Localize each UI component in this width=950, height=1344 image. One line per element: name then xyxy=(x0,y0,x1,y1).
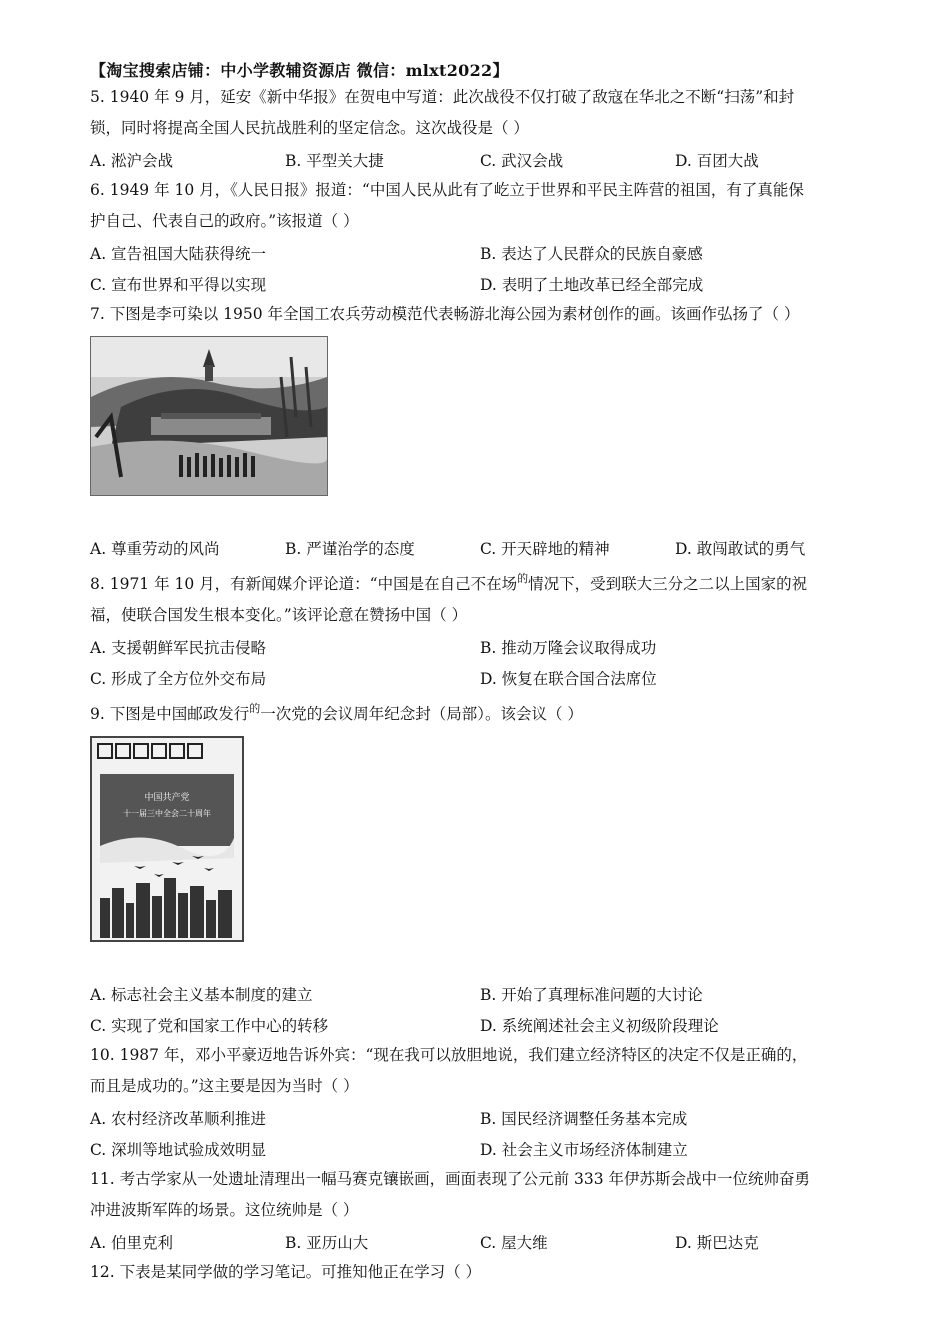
q6-option-d[interactable]: D. 表明了土地改革已经全部完成 xyxy=(480,275,704,294)
question-11 xyxy=(90,1164,870,1257)
envelope-title-line1: 中国共产党 xyxy=(144,793,190,803)
question-8 xyxy=(90,563,870,693)
q10-stem-line1: 10. 1987 年，邓小平豪迈地告诉外宾：“现在我可以放胆地说，我们建立经济特区的决定不仅是正确的， xyxy=(90,1046,808,1064)
envelope-illustration xyxy=(92,738,242,940)
q8-option-c[interactable]: C. 形成了全方位外交布局 xyxy=(90,669,267,688)
q6-options-row2 xyxy=(90,268,870,299)
q7-option-c[interactable]: C. 开天辟地的精神 xyxy=(480,539,610,558)
q11-option-b[interactable]: B. 亚历山大 xyxy=(285,1233,369,1252)
q7-stem-line1: 7. 下图是李可染以 1950 年全国工农兵劳动模范代表畅游北海公园为素材创作的画。该画作弘扬了（ ） xyxy=(90,305,800,323)
q9-stem-superscript: 的 xyxy=(249,702,261,715)
q10-options-row1 xyxy=(90,1102,870,1133)
q10-options-row2 xyxy=(90,1133,870,1164)
q5-option-d[interactable]: D. 百团大战 xyxy=(675,151,759,170)
q9-stem-part1: 9. 下图是中国邮政发行 xyxy=(90,705,250,723)
question-12 xyxy=(90,1257,870,1288)
q9-stem-part2: 一次党的会议周年纪念封（局部）。该会议（ ） xyxy=(260,705,583,723)
q9-option-b[interactable]: B. 开始了真理标准问题的大讨论 xyxy=(480,985,703,1004)
q8-option-b[interactable]: B. 推动万隆会议取得成功 xyxy=(480,638,657,657)
q11-stem-line1: 11. 考古学家从一处遗址清理出一幅马赛克镶嵌画，画面表现了公元前 333 年伊苏斯会战中一位统帅奋勇 xyxy=(90,1170,811,1188)
q11-option-c[interactable]: C. 屋大维 xyxy=(480,1233,548,1252)
q9-stem-line1 xyxy=(90,693,870,730)
q10-stem-line2: 而且是成功的。”这主要是因为当时（ ） xyxy=(90,1077,359,1095)
q5-option-c[interactable]: C. 武汉会战 xyxy=(480,151,564,170)
q11-stem-line2: 冲进波斯军阵的场景。这位统帅是（ ） xyxy=(90,1201,359,1219)
question-9 xyxy=(90,693,870,1040)
q5-stem-line2: 锁，同时将提高全国人民抗战胜利的坚定信念。这次战役是（ ） xyxy=(90,119,529,137)
q11-option-d[interactable]: D. 斯巴达克 xyxy=(675,1233,759,1252)
q9-option-d[interactable]: D. 系统阐述社会主义初级阶段理论 xyxy=(480,1016,719,1035)
exam-page xyxy=(90,58,870,1288)
q8-options-row2 xyxy=(90,662,870,693)
beihai-park-painting xyxy=(90,336,328,496)
q6-option-a[interactable]: A. 宣告祖国大陆获得统一 xyxy=(90,244,267,263)
q8-stem-part1: 8. 1971 年 10 月，有新闻媒介评论道：“中国是在自己不在场 xyxy=(90,575,518,593)
q7-option-a[interactable]: A. 尊重劳动的风尚 xyxy=(90,539,220,558)
shop-header: 【淘宝搜索店铺：中小学教辅资源店 微信：mlxt2022】 xyxy=(90,61,509,80)
q8-option-a[interactable]: A. 支援朝鲜军民抗击侵略 xyxy=(90,638,267,657)
question-5 xyxy=(90,82,870,175)
q10-option-b[interactable]: B. 国民经济调整任务基本完成 xyxy=(480,1109,688,1128)
question-6 xyxy=(90,175,870,299)
q9-options-row1 xyxy=(90,978,870,1009)
q5-options xyxy=(90,144,870,175)
q7-option-d[interactable]: D. 敢闯敢试的勇气 xyxy=(675,539,806,558)
q9-figure xyxy=(90,736,870,942)
question-7 xyxy=(90,299,870,563)
q11-option-a[interactable]: A. 伯里克利 xyxy=(90,1233,174,1252)
q10-option-c[interactable]: C. 深圳等地试验成效明显 xyxy=(90,1140,267,1159)
q7-figure xyxy=(90,336,870,496)
q8-options-row1 xyxy=(90,631,870,662)
q6-stem-line2: 护自己、代表自己的政府。”该报道（ ） xyxy=(90,212,359,230)
q5-stem-line1: 5. 1940 年 9 月，延安《新中华报》在贺电中写道：此次战役不仅打破了敌寇在华北之不断“扫荡”和封 xyxy=(90,88,795,106)
q6-option-b[interactable]: B. 表达了人民群众的民族自豪感 xyxy=(480,244,703,263)
q12-stem-line1: 12. 下表是某同学做的学习笔记。可推知他正在学习（ ） xyxy=(90,1263,482,1281)
commemorative-envelope xyxy=(90,736,244,942)
q8-stem-superscript: 的 xyxy=(517,572,529,585)
q6-stem-line1: 6. 1949 年 10 月，《人民日报》报道：“中国人民从此有了屹立于世界和平民主阵营的祖国，有了真能保 xyxy=(90,181,804,199)
q8-stem-line2: 福，使联合国发生根本变化。”该评论意在赞扬中国（ ） xyxy=(90,606,468,624)
q9-option-c[interactable]: C. 实现了党和国家工作中心的转移 xyxy=(90,1016,329,1035)
question-10 xyxy=(90,1040,870,1164)
q6-options-row1 xyxy=(90,237,870,268)
envelope-title-line2: 十一届三中全会二十周年 xyxy=(123,809,211,818)
q8-stem-part2: 情况下，受到联大三分之二以上国家的祝 xyxy=(528,575,808,593)
q9-option-a[interactable]: A. 标志社会主义基本制度的建立 xyxy=(90,985,313,1004)
q9-options-row2 xyxy=(90,1009,870,1040)
q6-option-c[interactable]: C. 宣布世界和平得以实现 xyxy=(90,275,267,294)
q7-options xyxy=(90,532,870,563)
q7-option-b[interactable]: B. 严谨治学的态度 xyxy=(285,539,415,558)
q10-option-d[interactable]: D. 社会主义市场经济体制建立 xyxy=(480,1140,688,1159)
q5-option-a[interactable]: A. 淞沪会战 xyxy=(90,151,174,170)
painting-illustration xyxy=(91,337,327,495)
q5-option-b[interactable]: B. 平型关大捷 xyxy=(285,151,384,170)
q8-stem-line1 xyxy=(90,563,870,600)
q8-option-d[interactable]: D. 恢复在联合国合法席位 xyxy=(480,669,657,688)
q10-option-a[interactable]: A. 农村经济改革顺利推进 xyxy=(90,1109,267,1128)
q11-options xyxy=(90,1226,870,1257)
